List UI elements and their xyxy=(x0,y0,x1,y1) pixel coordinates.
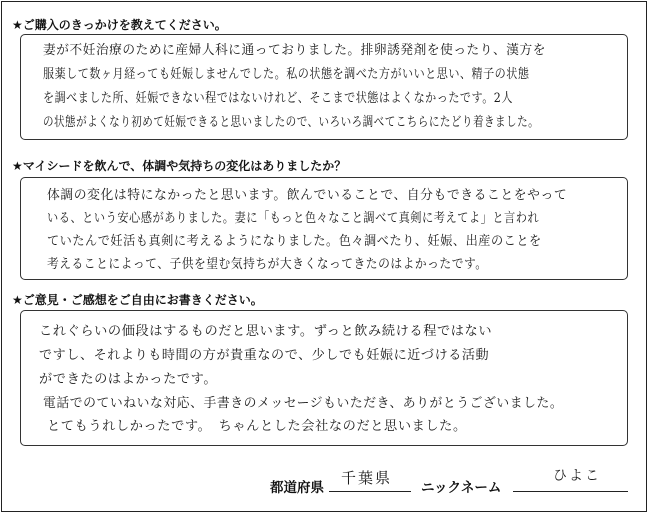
prefecture-label: 都道府県 xyxy=(270,480,324,496)
nickname-underline xyxy=(513,491,628,492)
answer-3-box xyxy=(20,310,628,446)
answer-2-box xyxy=(20,177,628,280)
prefecture-value: 千葉県 xyxy=(341,469,393,487)
answer-3-line-3: ができたのはよかったです。 xyxy=(39,372,218,387)
testimonial-sheet xyxy=(1,1,647,512)
answer-1-line-1: 妻が不妊治療のために産婦人科に通っておりました。排卵誘発剤を使ったり、漢方を xyxy=(43,43,546,58)
answer-1-line-4: の状態がよくなり初めて妊娠できると思いましたので、いろいろ調べてこちらにたどり着きました。 xyxy=(43,115,540,130)
answer-2-line-2: いる、という安心感がありました。妻に「もっと色々なこと調べて真剣に考えてよ」と言われ xyxy=(47,211,540,226)
nickname-value: ひよこ xyxy=(553,468,601,484)
question-1-label: ★ご購入のきっかけを教えてください。 xyxy=(12,18,227,32)
answer-2-line-3: ていたんで妊活も真剣に考えるようになりました。色々調べたり、妊娠、出産のことを xyxy=(47,234,542,249)
answer-1-line-2: 服薬して数ヶ月経っても妊娠しませんでした。私の状態を調べた方がいいと思い、精子の状態 xyxy=(43,67,530,82)
answer-1-box xyxy=(20,34,628,140)
answer-3-line-4: 電話でのていねいな対応、手書きのメッセージもいただき、ありがとうございました。 xyxy=(43,396,564,411)
prefecture-underline xyxy=(329,491,411,492)
nickname-label: ニックネーム xyxy=(421,480,502,496)
answer-1-line-3: を調べました所、妊娠できない程ではないけれど、そこまで状態はよくなかったです。2人 xyxy=(43,91,513,106)
answer-2-line-1: 体調の変化は特になかったと思います。飲んでいることで、自分もできることをやって xyxy=(47,188,568,203)
question-2-label: ★マイシードを飲んで、体調や気持ちの変化はありましたか？ xyxy=(12,159,347,173)
answer-3-line-2: ですし、それよりも時間の方が貴重なので、少しでも妊娠に近づける活動 xyxy=(39,348,490,363)
question-3-label: ★ご意見・ご感想をご自由にお書きください。 xyxy=(12,293,263,307)
answer-3-line-5: とてもうれしかったです。 ちゃんとした会社なのだと思いました。 xyxy=(47,419,467,434)
answer-3-line-1: これぐらいの価段はするものだと思います。ずっと飲み続ける程ではない xyxy=(39,324,493,339)
answer-2-line-4: 考えることによって、子供を望む気持ちが大きくなってきたのはよかったです。 xyxy=(47,257,488,272)
